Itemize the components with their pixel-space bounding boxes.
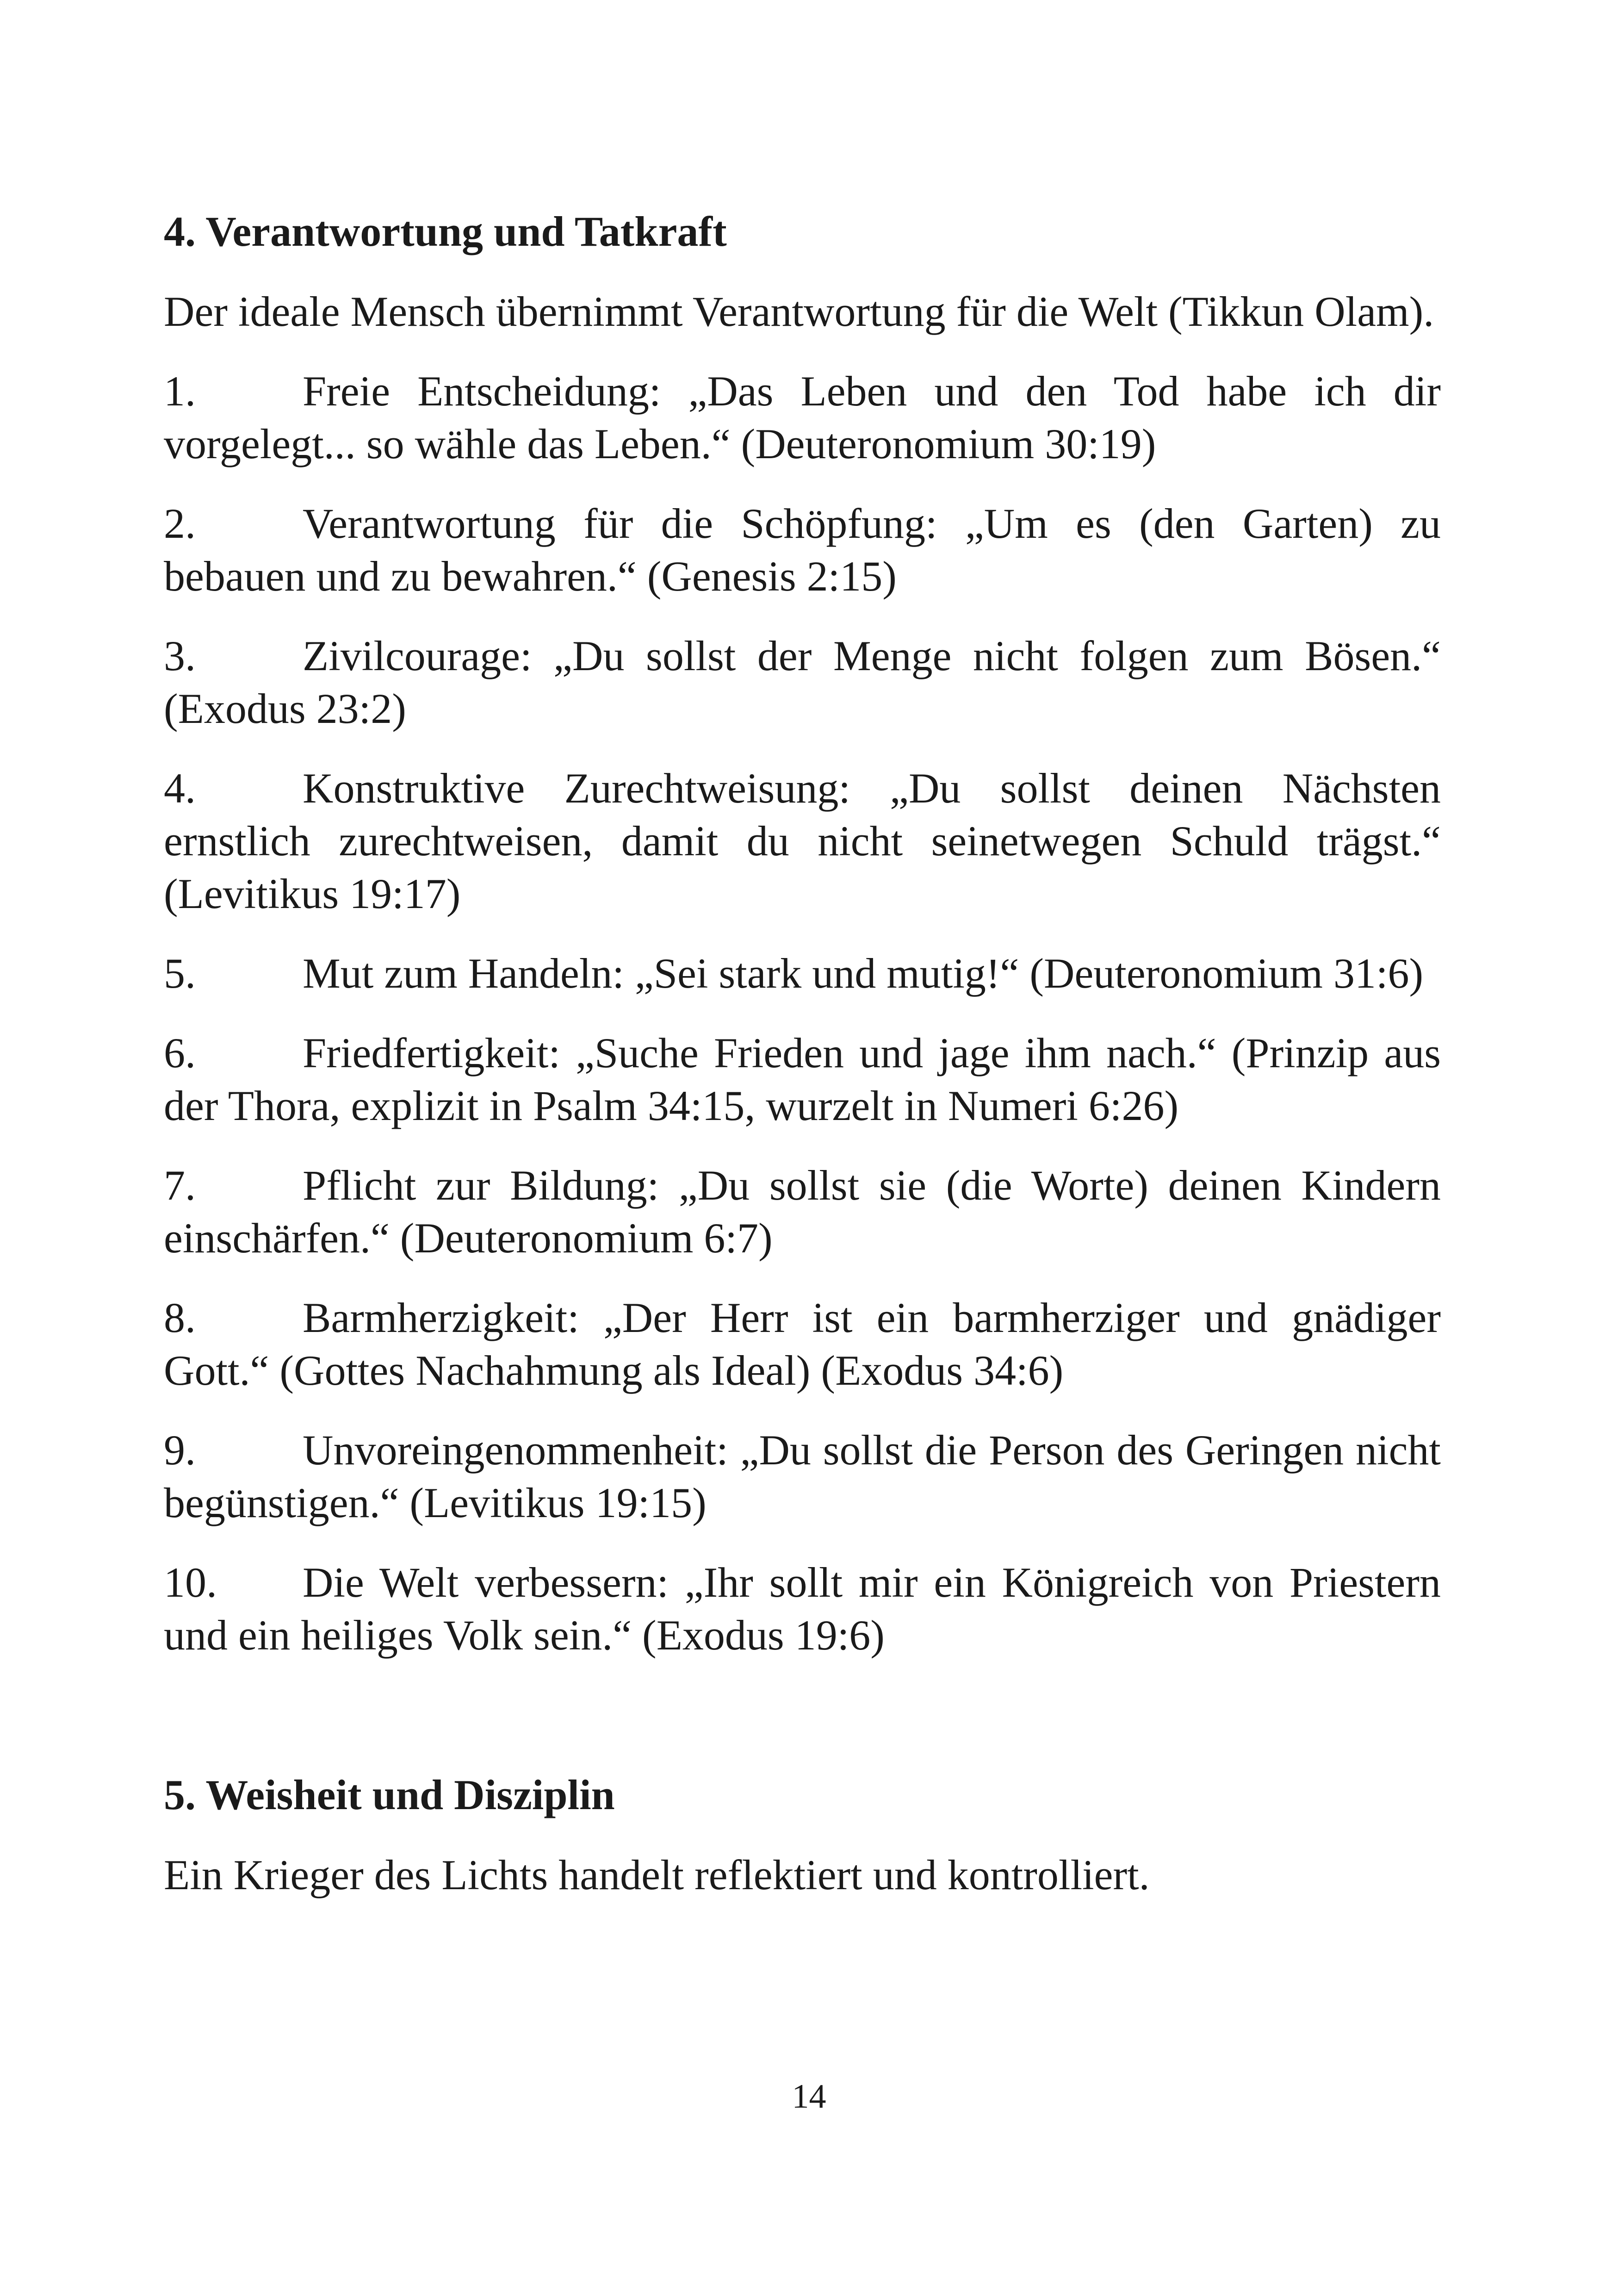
list-item-text: Friedfertigkeit: „Suche Frieden und jage ihm nach.“ (Prinzip aus der Thora, explizit in Psalm 34:15, wurzelt in Numeri 6:26) <box>164 1029 1441 1129</box>
list-item-text: Unvoreingenommenheit: „Du sollst die Person des Geringen nicht begünstigen.“ (Levitikus 19:15) <box>164 1426 1441 1526</box>
list-item <box>164 762 1441 920</box>
section-spacer <box>164 1688 1441 1767</box>
page-content <box>164 204 1441 1928</box>
list-item-number: 7. <box>164 1162 196 1209</box>
list-item-text: Die Welt verbessern: „Ihr sollt mir ein Königreich von Priestern und ein heiliges Volk sein.“ (Exodus 19:6) <box>164 1559 1441 1659</box>
page-number: 14 <box>792 2078 826 2116</box>
list-item <box>164 1424 1441 1529</box>
list-item <box>164 497 1441 603</box>
list-item <box>164 365 1441 470</box>
list-item-text: Verantwortung für die Schöpfung: „Um es (den Garten) zu bebauen und zu bewahren.“ (Genesis 2:15) <box>164 500 1441 600</box>
section-5-intro: Ein Krieger des Lichts handelt reflektiert und kontrolliert. <box>164 1851 1150 1898</box>
list-item <box>164 947 1441 1000</box>
list-item-text: Mut zum Handeln: „Sei stark und mutig!“ (Deuteronomium 31:6) <box>303 950 1424 997</box>
list-item <box>164 629 1441 735</box>
list-item-number: 6. <box>164 1029 196 1076</box>
list-item-number: 10. <box>164 1559 217 1606</box>
section-4-heading: 4. Verantwortung und Tatkraft <box>164 208 727 255</box>
list-item-number: 9. <box>164 1426 196 1474</box>
list-item <box>164 1291 1441 1397</box>
list-item <box>164 1027 1441 1132</box>
list-item-number: 2. <box>164 500 196 547</box>
list-item-text: Konstruktive Zurechtweisung: „Du sollst deinen Nächsten ernstlich zurechtweisen, damit du nicht seinetwegen Schuld trägst.“ (Levitikus 19:17) <box>164 765 1441 917</box>
list-item <box>164 1159 1441 1264</box>
section-5-heading: 5. Weisheit und Disziplin <box>164 1771 615 1818</box>
list-item-number: 3. <box>164 632 196 679</box>
list-item-number: 5. <box>164 950 196 997</box>
list-item-text: Barmherzigkeit: „Der Herr ist ein barmherziger und gnädiger Gott.“ (Gottes Nachahmung als Ideal) (Exodus 34:6) <box>164 1294 1441 1394</box>
list-item-text: Pflicht zur Bildung: „Du sollst sie (die Worte) deinen Kindern einschärfen.“ (Deuteronomium 6:7) <box>164 1162 1441 1262</box>
section-4-list <box>164 365 1441 1661</box>
section-4-intro: Der ideale Mensch übernimmt Verantwortung für die Welt (Tikkun Olam). <box>164 288 1434 335</box>
list-item-number: 4. <box>164 765 196 812</box>
list-item-number: 1. <box>164 367 196 415</box>
list-item <box>164 1556 1441 1661</box>
list-item-text: Freie Entscheidung: „Das Leben und den Tod habe ich dir vorgelegt... so wähle das Leben.“ (Deuteronomium 30:19) <box>164 367 1441 467</box>
list-item-number: 8. <box>164 1294 196 1341</box>
list-item-text: Zivilcourage: „Du sollst der Menge nicht folgen zum Bösen.“ (Exodus 23:2) <box>164 632 1441 732</box>
